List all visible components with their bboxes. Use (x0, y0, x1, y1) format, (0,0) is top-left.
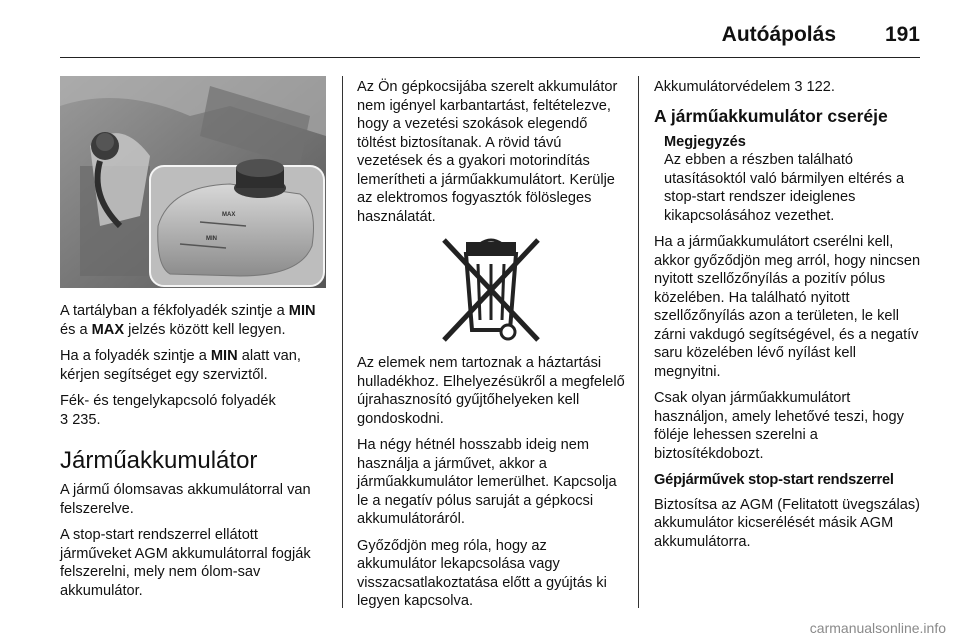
crossed-bin-icon (436, 234, 546, 346)
note-box (654, 133, 926, 226)
vent-paragraph: Ha a járműakkumulátort cserélni kell, akkor győződjön meg arról, hogy nincsen nyitott szellőzőnyílás a pozitív pólus közelében. Ha található nyitott szellőzőnyílás azon a területen, le kell zárni vakdugó segítségével, és a negatív saru közelében lévő nyílást kell megnyitni. (654, 234, 921, 380)
stop-start-label: Gépjárművek stop-start rendszerrel (654, 472, 894, 488)
note-text: Az ebben a részben található utasításoktól való bármilyen eltérés a stop-start rendszer ideiglenes kikapcsolásához vezethet. (664, 152, 905, 224)
protection-reference: Akkumulátorvédelem 3 122. (654, 79, 835, 95)
page-link[interactable]: 235. (72, 411, 101, 428)
storage-paragraph: Ha négy hétnél hosszabb ideig nem használja a járművet, akkor a járműakkumulátor lemerülhet. Kapcsolja le a negatív pólus saruját a gépkocsi akkumulátoráról. (357, 437, 617, 527)
page-title: Autóápolás (721, 23, 836, 46)
fusebox-paragraph: Csak olyan járműakkumulátort használjon, amely lehetővé teszi, hogy föléje lehessen szerelni a biztosítékdobozt. (654, 390, 904, 462)
maintenance-paragraph: Az Ön gépkocsijába szerelt akkumulátor nem igényel karbantartást, feltételezve, hogy a vezetési szokások elegendő töltést biztosítanak. A rövid távú vezetések és a gyakori motorindítás lemerítheti a járműakkumulátort. Kerülje az elektromos fogyasztók fölösleges használatát. (357, 79, 618, 225)
min-label: MIN (206, 236, 217, 242)
column-right (654, 78, 926, 559)
low-level-paragraph: Ha a folyadék szintje a MIN alatt van, kérjen segítséget egy szerviztől. (60, 348, 301, 383)
ref-arrow-icon: 3 (60, 411, 69, 428)
column-left (60, 76, 328, 608)
ref-arrow-icon: 3 (794, 79, 803, 95)
battery-type-paragraph: A jármű ólomsavas akkumulátorral van felszerelve. (60, 482, 311, 517)
ignition-paragraph: Győződjön meg róla, hogy az akkumulátor lekapcsolása vagy visszacsatlakoztatása előtt a gyújtás ki legyen kapcsolva. (357, 537, 607, 609)
agm-paragraph: A stop-start rendszerrel ellátott járműveket AGM akkumulátorral fogják felszerelni, mely nem ólom-sav akkumulátor. (60, 527, 311, 599)
fluid-level-paragraph: A tartályban a fékfolyadék szintje a MIN és a MAX jelzés között kell legyen. (60, 303, 316, 338)
section-heading: Járműakkumulátor (60, 447, 258, 474)
disposal-paragraph: Az elemek nem tartoznak a háztartási hulladékhoz. Elhelyezésükről a megfelelő újrahasznosító gyűjtőhelyeken kell gondoskodni. (357, 355, 625, 427)
column-divider (638, 76, 639, 608)
note-title: Megjegyzés (664, 133, 746, 150)
fluid-reference: Fék- és tengelykapcsoló folyadék 3 235. (60, 393, 276, 428)
brake-fluid-reservoir-photo (60, 76, 326, 288)
page-link[interactable]: 122. (806, 79, 835, 95)
replacement-heading: A járműakkumulátor cseréje (654, 105, 888, 126)
column-middle (357, 78, 625, 619)
column-divider (342, 76, 343, 608)
page-header (60, 14, 920, 58)
watermark: carmanualsonline.info (809, 620, 946, 636)
recycling-symbol (357, 234, 625, 346)
max-label: MAX (222, 212, 236, 218)
page-number: 191 (884, 23, 920, 46)
agm-replacement-paragraph: Biztosítsa az AGM (Felitatott üvegszálas) akkumulátor kicserélését másik AGM akkumulátorra. (654, 496, 921, 550)
